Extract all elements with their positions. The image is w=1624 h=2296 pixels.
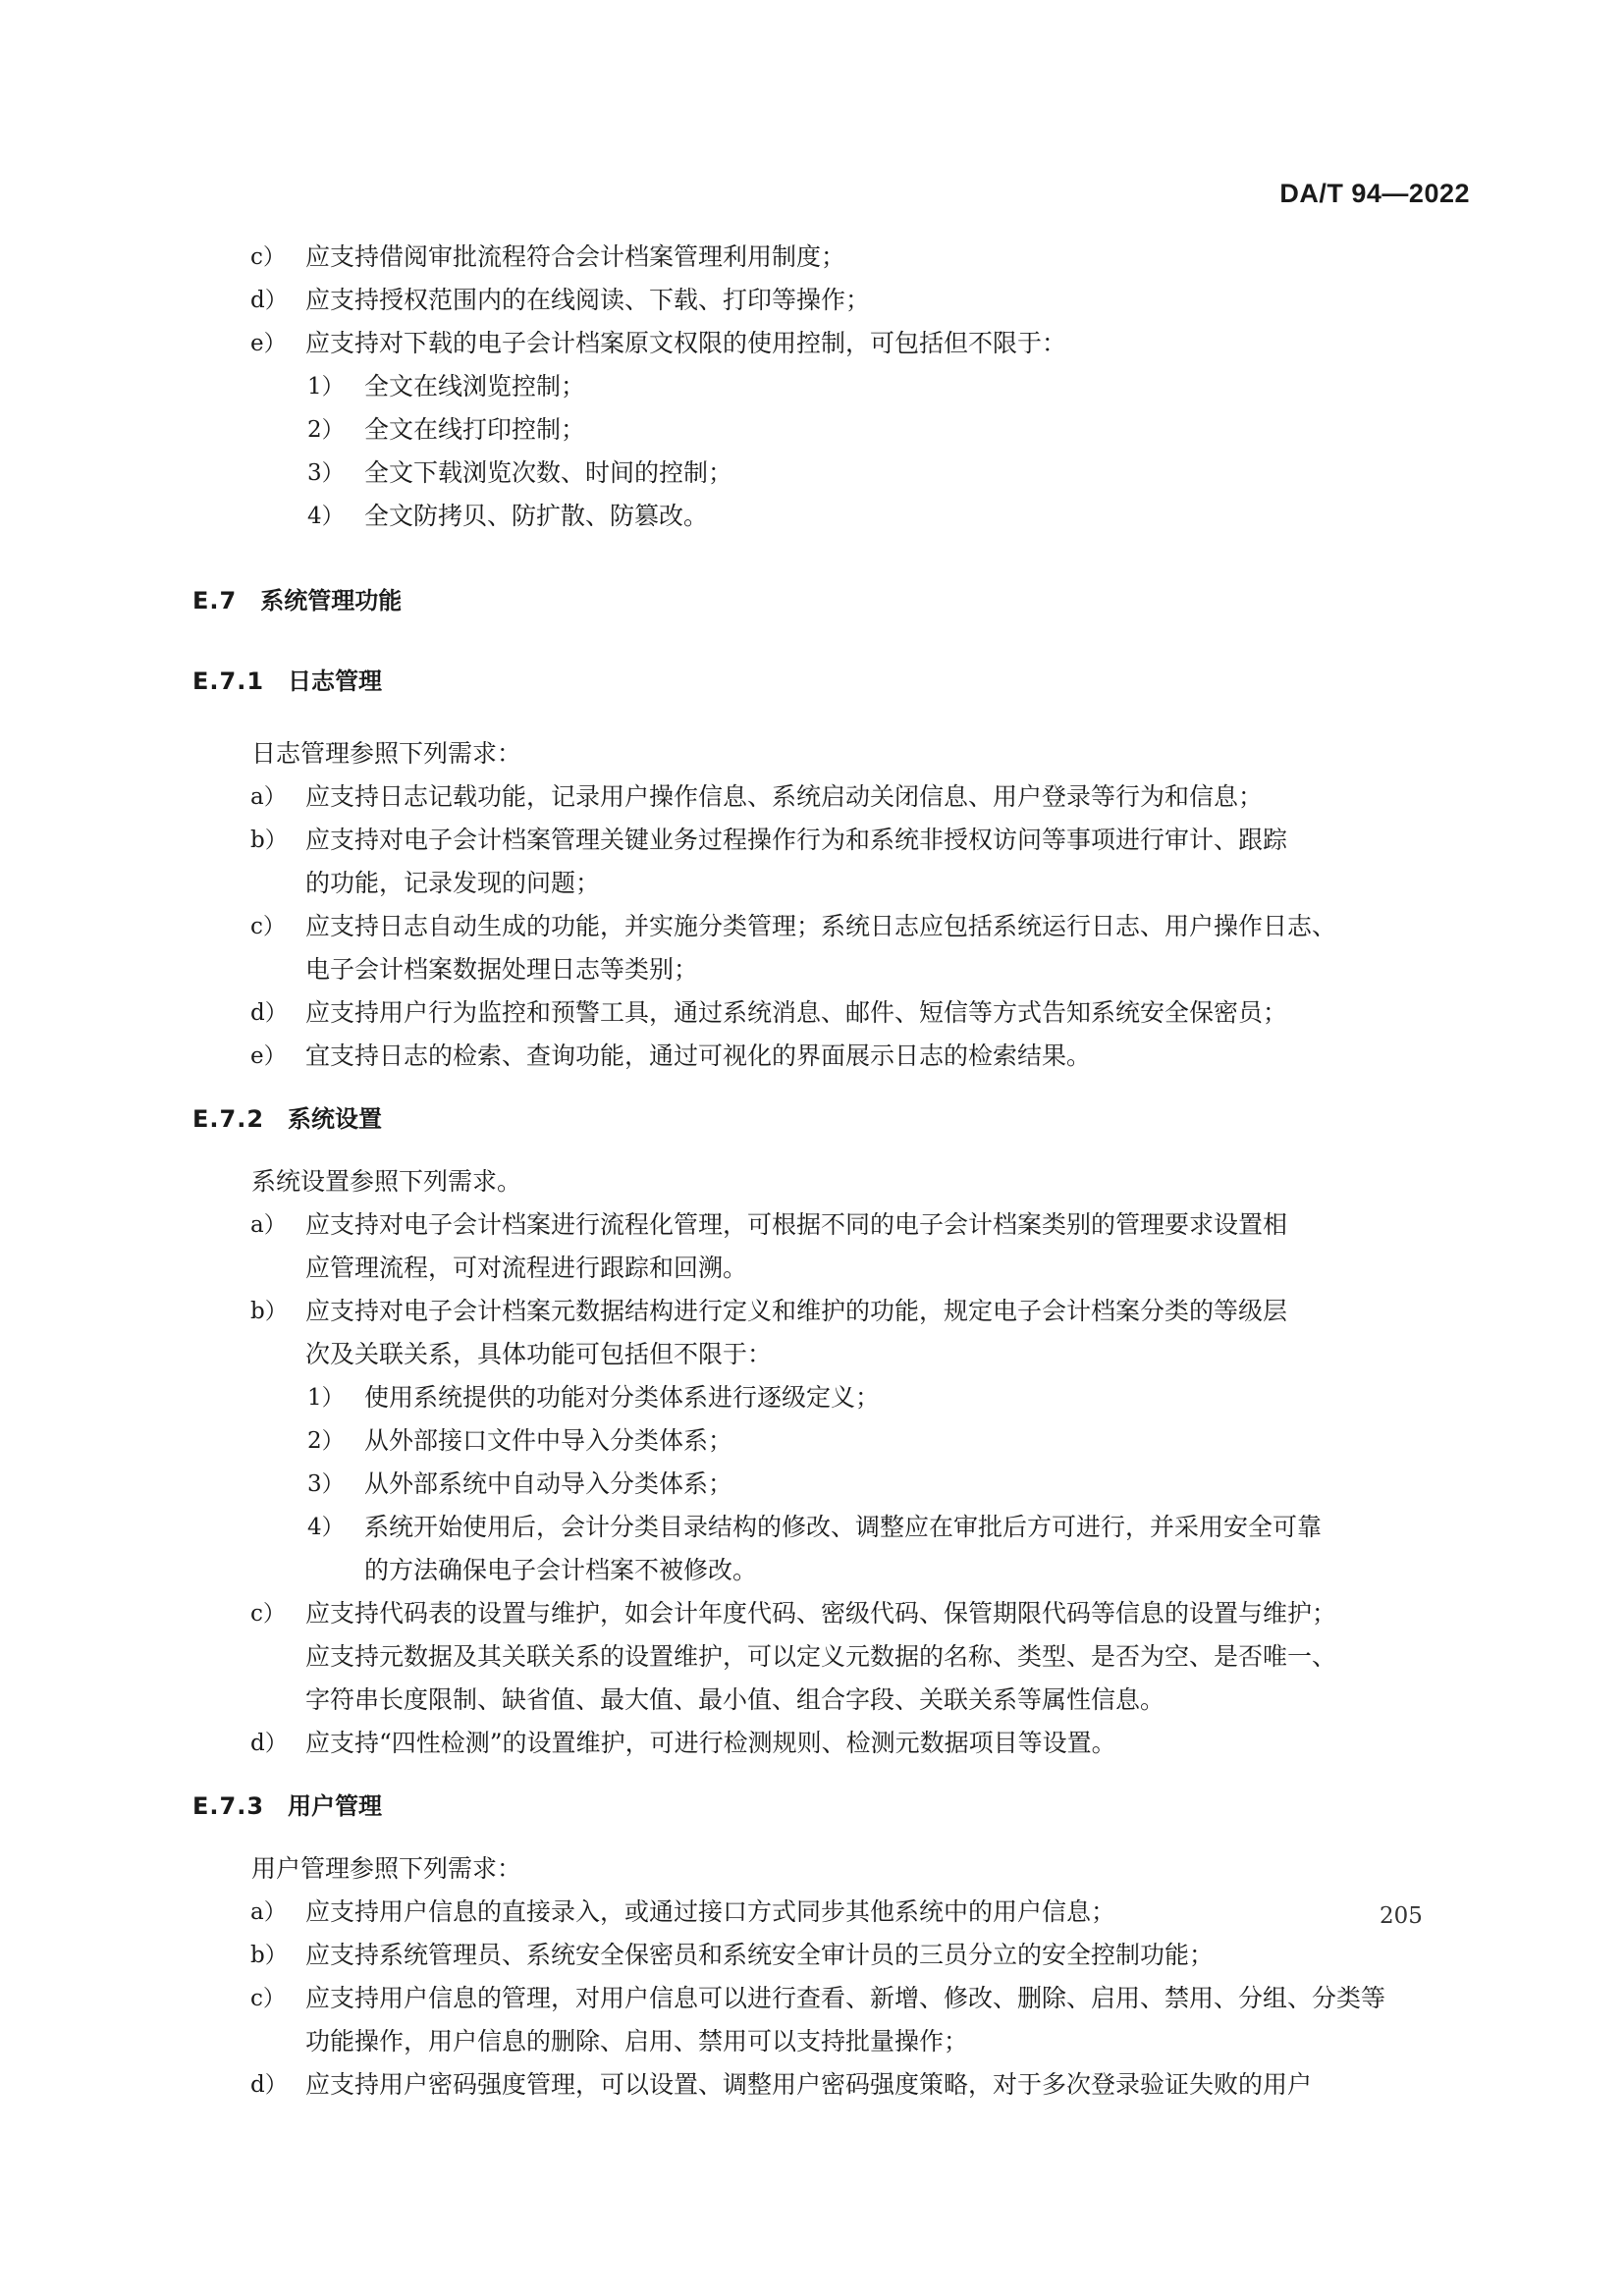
list-item-text: 应支持用户信息的管理，对用户信息可以进行查看、新增、修改、删除、启用、禁用、分组、分类等 <box>305 1984 1386 2012</box>
list-item-text: 应支持对电子会计档案元数据结构进行定义和维护的功能，规定电子会计档案分类的等级层 <box>305 1297 1288 1325</box>
list-item-continuation: 电子会计档案数据处理日志等类别； <box>305 955 699 984</box>
list-marker: e） <box>250 1043 287 1069</box>
list-marker: c） <box>250 244 286 270</box>
list-marker: b） <box>250 828 288 853</box>
list-item-text: 应支持用户密码强度管理，可以设置、调整用户密码强度策略，对于多次登录验证失败的用户 <box>305 2070 1313 2099</box>
section-title: 用户管理 <box>288 1792 383 1820</box>
list-marker: 3） <box>307 1471 345 1497</box>
list-item-continuation: 功能操作，用户信息的删除、启用、禁用可以支持批量操作； <box>305 2027 969 2056</box>
document-code: DA/T 94—2022 <box>1279 179 1470 208</box>
list-item-text: 使用系统提供的功能对分类体系进行逐级定义； <box>364 1383 881 1412</box>
list-item-text: 宜支持日志的检索、查询功能，通过可视化的界面展示日志的检索结果。 <box>305 1041 1092 1070</box>
section-number: E.7.3 <box>192 1792 265 1820</box>
section-heading <box>192 663 382 700</box>
paragraph: 用户管理参照下列需求： <box>251 1854 522 1883</box>
section-title: 日志管理 <box>288 667 383 695</box>
list-marker: d） <box>250 2072 288 2098</box>
list-marker: b） <box>250 1299 288 1324</box>
list-item-continuation: 次及关联关系，具体功能可包括但不限于： <box>305 1340 773 1368</box>
list-marker: c） <box>250 1986 286 2011</box>
section-number: E.7 <box>192 587 238 614</box>
list-item-continuation: 应管理流程，可对流程进行跟踪和回溯。 <box>305 1254 748 1282</box>
list-item-text: 应支持代码表的设置与维护，如会计年度代码、密级代码、保管期限代码等信息的设置与维护； <box>305 1599 1337 1628</box>
list-marker: 4） <box>307 504 345 529</box>
list-marker: c） <box>250 1601 286 1627</box>
section-title: 系统设置 <box>288 1105 383 1133</box>
list-marker: b） <box>250 1943 288 1968</box>
paragraph: 系统设置参照下列需求。 <box>251 1167 522 1196</box>
list-marker: 3） <box>307 460 345 486</box>
list-item-text: 应支持授权范围内的在线阅读、下载、打印等操作； <box>305 286 871 314</box>
list-item-text: 应支持“四性检测”的设置维护，可进行检测规则、检测元数据项目等设置。 <box>305 1729 1116 1757</box>
list-item-continuation: 的功能，记录发现的问题； <box>305 869 601 897</box>
list-marker: 4） <box>307 1515 345 1540</box>
list-marker: 1） <box>307 374 345 400</box>
list-marker: d） <box>250 1000 288 1026</box>
list-item-text: 全文防拷贝、防扩散、防篡改。 <box>364 502 709 530</box>
section-number: E.7.1 <box>192 667 265 695</box>
paragraph: 日志管理参照下列需求： <box>251 739 522 768</box>
section-number: E.7.2 <box>192 1105 265 1133</box>
list-item-text: 全文下载浏览次数、时间的控制； <box>364 458 733 487</box>
list-item-continuation: 应支持元数据及其关联关系的设置维护，可以定义元数据的名称、类型、是否为空、是否唯一、 <box>305 1642 1337 1671</box>
list-item-text: 全文在线打印控制； <box>364 415 586 444</box>
list-item-text: 全文在线浏览控制； <box>364 372 586 400</box>
section-title: 系统管理功能 <box>260 587 403 614</box>
list-marker: 2） <box>307 1428 345 1454</box>
list-item-text: 应支持对下载的电子会计档案原文权限的使用控制，可包括但不限于： <box>305 329 1067 357</box>
list-marker: c） <box>250 914 286 939</box>
list-item-text: 应支持日志自动生成的功能，并实施分类管理；系统日志应包括系统运行日志、用户操作日志、 <box>305 912 1337 940</box>
list-marker: d） <box>250 1731 288 1756</box>
section-heading <box>192 1788 382 1825</box>
list-marker: 1） <box>307 1385 345 1411</box>
section-heading <box>192 582 402 619</box>
list-item-text: 应支持对电子会计档案管理关键业务过程操作行为和系统非授权访问等事项进行审计、跟踪 <box>305 826 1288 854</box>
page-number: 205 <box>1380 1903 1423 1929</box>
list-item-text: 从外部接口文件中导入分类体系； <box>364 1426 733 1455</box>
list-item-continuation: 的方法确保电子会计档案不被修改。 <box>364 1556 758 1584</box>
list-marker: a） <box>250 784 287 810</box>
list-marker: a） <box>250 1212 287 1238</box>
list-item-text: 应支持日志记载功能，记录用户操作信息、系统启动关闭信息、用户登录等行为和信息； <box>305 782 1264 811</box>
list-item-text: 从外部系统中自动导入分类体系； <box>364 1469 733 1498</box>
section-heading <box>192 1100 382 1138</box>
list-item-text: 应支持用户行为监控和预警工具，通过系统消息、邮件、短信等方式告知系统安全保密员； <box>305 998 1288 1027</box>
list-item-text: 应支持对电子会计档案进行流程化管理，可根据不同的电子会计档案类别的管理要求设置相 <box>305 1210 1288 1239</box>
list-marker: d） <box>250 288 288 313</box>
list-item-text: 系统开始使用后，会计分类目录结构的修改、调整应在审批后方可进行，并采用安全可靠 <box>364 1513 1323 1541</box>
list-marker: a） <box>250 1899 287 1925</box>
list-item-text: 应支持系统管理员、系统安全保密员和系统安全审计员的三员分立的安全控制功能； <box>305 1941 1215 1969</box>
list-marker: e） <box>250 331 287 356</box>
list-item-text: 应支持借阅审批流程符合会计档案管理利用制度； <box>305 242 846 271</box>
list-item-text: 应支持用户信息的直接录入，或通过接口方式同步其他系统中的用户信息； <box>305 1897 1116 1926</box>
list-marker: 2） <box>307 417 345 443</box>
list-item-continuation: 字符串长度限制、缺省值、最大值、最小值、组合字段、关联关系等属性信息。 <box>305 1685 1165 1714</box>
